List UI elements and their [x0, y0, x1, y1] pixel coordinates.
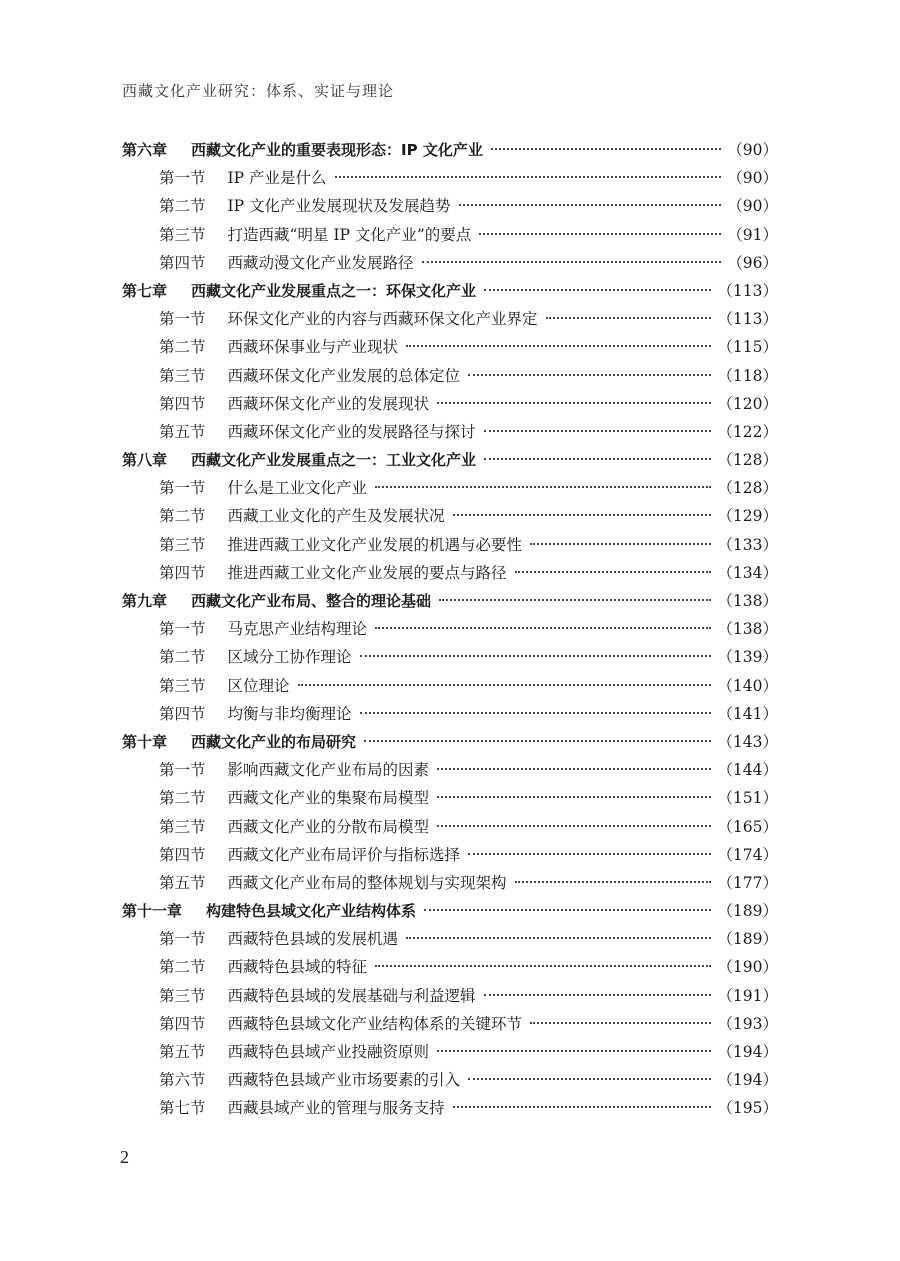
section-number: 第一节 [159, 479, 206, 498]
dot-leader [375, 965, 711, 967]
toc-section-entry[interactable] [122, 927, 778, 955]
section-title: 马克思产业结构理论 [227, 620, 368, 639]
toc-chapter-entry[interactable] [122, 730, 778, 758]
section-title: 西藏环保文化产业的发展路径与探讨 [227, 422, 476, 441]
section-title: IP 产业是什么 [227, 169, 327, 188]
page-reference: （177） [717, 873, 778, 892]
dot-leader [437, 402, 711, 404]
section-number: 第四节 [159, 845, 206, 864]
toc-section-entry[interactable] [122, 674, 778, 702]
page-reference: （129） [717, 507, 778, 526]
section-number: 第一节 [159, 310, 206, 329]
section-title: 西藏动漫文化产业发展路径 [227, 253, 414, 272]
section-number: 第二节 [159, 648, 206, 667]
toc-section-entry[interactable] [122, 617, 778, 645]
page-reference: （143） [717, 732, 778, 751]
dot-leader [484, 994, 712, 996]
page-reference: （194） [717, 1043, 778, 1061]
chapter-title: 西藏文化产业发展重点之一：工业文化产业 [191, 451, 477, 470]
dot-leader [546, 317, 712, 319]
section-title: 影响西藏文化产业布局的因素 [227, 761, 430, 780]
toc-section-entry[interactable] [122, 194, 778, 222]
toc-section-entry[interactable] [122, 955, 778, 983]
section-number: 第四节 [159, 394, 206, 413]
toc-section-entry[interactable] [122, 533, 778, 561]
dot-leader [437, 768, 711, 770]
dot-leader [479, 233, 721, 235]
section-title: 西藏特色县域的发展机遇 [227, 930, 399, 949]
section-title: 西藏文化产业的集聚布局模型 [227, 789, 430, 808]
toc-section-entry[interactable] [122, 984, 778, 1012]
section-title: 西藏特色县域的发展基础与利益逻辑 [227, 986, 476, 1005]
section-title: 西藏特色县域产业市场要素的引入 [227, 1071, 461, 1090]
section-title: 推进西藏工业文化产业发展的机遇与必要性 [227, 535, 523, 554]
section-number: 第五节 [159, 873, 206, 892]
toc-chapter-entry[interactable] [122, 899, 778, 927]
dot-leader [437, 796, 711, 798]
toc-chapter-entry[interactable] [122, 589, 778, 617]
section-number: 第三节 [159, 676, 206, 695]
page-number: 2 [120, 1147, 129, 1167]
section-number: 第四节 [159, 1014, 206, 1033]
page-reference: （141） [717, 704, 778, 723]
section-title: 西藏特色县域文化产业结构体系的关键环节 [227, 1014, 523, 1033]
page-reference: （90） [727, 169, 778, 188]
chapter-number: 第六章 [122, 141, 168, 159]
page-reference: （133） [717, 535, 778, 554]
section-number: 第三节 [159, 225, 206, 244]
page-reference: （189） [717, 902, 778, 921]
toc-section-entry[interactable] [122, 758, 778, 786]
page-reference: （194） [717, 1071, 778, 1090]
section-number: 第二节 [159, 338, 206, 357]
section-title: IP 文化产业发展现状及发展趋势 [227, 197, 451, 216]
dot-leader [360, 712, 712, 714]
toc-chapter-entry[interactable] [122, 279, 778, 307]
dot-leader [484, 430, 712, 432]
chapter-title: 西藏文化产业布局、整合的理论基础 [191, 592, 432, 610]
toc-section-entry[interactable] [122, 815, 778, 843]
section-number: 第三节 [159, 817, 206, 836]
page-reference: （138） [717, 592, 778, 610]
dot-leader [468, 853, 711, 855]
section-title: 推进西藏工业文化产业发展的要点与路径 [227, 563, 507, 582]
section-number: 第三节 [159, 535, 206, 554]
page-reference: （128） [717, 479, 778, 498]
toc-section-entry[interactable] [122, 364, 778, 392]
section-number: 第二节 [159, 958, 206, 977]
section-number: 第七节 [159, 1099, 206, 1118]
chapter-title: 构建特色县域文化产业结构体系 [206, 902, 417, 921]
section-number: 第四节 [159, 704, 206, 723]
section-title: 西藏文化产业布局的整体规划与实现架构 [227, 873, 507, 892]
dot-leader [406, 345, 711, 347]
section-number: 第六节 [159, 1071, 206, 1090]
section-title: 均衡与非均衡理论 [227, 704, 352, 723]
section-number: 第三节 [159, 986, 206, 1005]
section-number: 第二节 [159, 197, 206, 216]
dot-leader [360, 655, 712, 657]
toc-section-entry[interactable] [122, 476, 778, 504]
section-title: 西藏县域产业的管理与服务支持 [227, 1099, 445, 1118]
page-reference: （113） [717, 310, 778, 329]
toc-chapter-entry[interactable] [122, 448, 778, 476]
section-title: 区位理论 [227, 676, 290, 695]
toc-section-entry[interactable] [122, 871, 778, 899]
section-title: 环保文化产业的内容与西藏环保文化产业界定 [227, 310, 538, 329]
chapter-title: 西藏文化产业发展重点之一：环保文化产业 [191, 281, 477, 300]
chapter-number: 第十一章 [122, 902, 183, 921]
section-number: 第一节 [159, 169, 206, 188]
page-reference: （128） [717, 451, 778, 470]
page-reference: （90） [727, 197, 778, 216]
toc-section-entry[interactable] [122, 504, 778, 532]
section-title: 西藏工业文化的产生及发展状况 [227, 507, 445, 526]
toc-section-entry[interactable] [122, 786, 778, 814]
page-reference: （134） [717, 563, 778, 582]
dot-leader [484, 289, 711, 291]
page-reference: （115） [717, 338, 778, 357]
section-title: 西藏文化产业布局评价与指标选择 [227, 845, 461, 864]
toc-chapter-entry[interactable] [122, 138, 778, 166]
chapter-title: 西藏文化产业的重要表现形态：IP 文化产业 [191, 141, 483, 159]
toc-section-entry[interactable] [122, 420, 778, 448]
dot-leader [437, 825, 711, 827]
dot-leader [515, 571, 712, 573]
section-title: 西藏特色县域的特征 [227, 958, 368, 977]
chapter-number: 第九章 [122, 592, 168, 610]
page-reference: （151） [717, 789, 778, 808]
section-number: 第五节 [159, 422, 206, 441]
section-title: 区域分工协作理论 [227, 648, 352, 667]
section-title: 打造西藏“明星 IP 文化产业”的要点 [227, 225, 472, 244]
chapter-number: 第七章 [122, 281, 168, 300]
section-title: 什么是工业文化产业 [227, 479, 368, 498]
dot-leader [468, 374, 711, 376]
dot-leader [530, 543, 711, 545]
dot-leader [364, 740, 711, 742]
running-header: 西藏文化产业研究：体系、实证与理论 [122, 82, 395, 100]
page-reference: （96） [727, 253, 778, 272]
section-title: 西藏环保文化产业发展的总体定位 [227, 366, 461, 385]
chapter-number: 第十章 [122, 732, 168, 751]
page-reference: （113） [717, 281, 778, 300]
toc-section-entry[interactable] [122, 1068, 778, 1096]
toc-section-entry[interactable] [122, 702, 778, 730]
page-reference: （193） [717, 1014, 778, 1033]
toc-section-entry[interactable] [122, 645, 778, 673]
section-number: 第一节 [159, 761, 206, 780]
page-reference: （138） [717, 620, 778, 639]
page-reference: （191） [717, 986, 778, 1005]
dot-leader [484, 458, 711, 460]
section-number: 第二节 [159, 507, 206, 526]
section-title: 西藏文化产业的分散布局模型 [227, 817, 430, 836]
dot-leader [335, 176, 722, 178]
page-reference: （91） [727, 225, 778, 244]
dot-leader [453, 514, 712, 516]
dot-leader [298, 684, 712, 686]
dot-leader [530, 1022, 711, 1024]
dot-leader [375, 486, 711, 488]
dot-leader [406, 937, 711, 939]
section-title: 西藏环保事业与产业现状 [227, 338, 399, 357]
toc-section-entry[interactable] [122, 166, 778, 194]
section-number: 第一节 [159, 620, 206, 639]
toc-section-entry[interactable] [122, 1096, 778, 1124]
section-number: 第三节 [159, 366, 206, 385]
dot-leader [491, 148, 721, 150]
dot-leader [375, 627, 711, 629]
page-reference: （195） [717, 1099, 778, 1118]
toc-section-entry[interactable] [122, 1040, 778, 1068]
page-reference: （165） [717, 817, 778, 836]
toc-section-entry[interactable] [122, 251, 778, 279]
page-reference: （122） [717, 422, 778, 441]
page-reference: （118） [717, 366, 778, 385]
dot-leader [515, 881, 712, 883]
section-number: 第四节 [159, 563, 206, 582]
page-reference: （144） [717, 761, 778, 780]
table-of-contents [122, 138, 778, 1125]
dot-leader [459, 204, 722, 206]
toc-section-entry[interactable] [122, 223, 778, 251]
dot-leader [424, 909, 711, 911]
page-reference: （140） [717, 676, 778, 695]
section-number: 第一节 [159, 930, 206, 949]
page-reference: （174） [717, 845, 778, 864]
section-number: 第四节 [159, 253, 206, 272]
toc-section-entry[interactable] [122, 561, 778, 589]
section-title: 西藏环保文化产业的发展现状 [227, 394, 430, 413]
section-title: 西藏特色县域产业投融资原则 [227, 1043, 430, 1061]
chapter-title: 西藏文化产业的布局研究 [191, 732, 357, 751]
toc-section-entry[interactable] [122, 307, 778, 335]
dot-leader [453, 1106, 712, 1108]
toc-section-entry[interactable] [122, 392, 778, 420]
toc-section-entry[interactable] [122, 843, 778, 871]
dot-leader [468, 1078, 711, 1080]
page-reference: （120） [717, 394, 778, 413]
dot-leader [437, 1050, 711, 1052]
toc-section-entry[interactable] [122, 1012, 778, 1040]
section-number: 第二节 [159, 789, 206, 808]
toc-section-entry[interactable] [122, 335, 778, 363]
dot-leader [422, 261, 722, 263]
page-reference: （139） [717, 648, 778, 667]
section-number: 第五节 [159, 1043, 206, 1061]
page-reference: （90） [727, 141, 778, 159]
page-reference: （189） [717, 930, 778, 949]
dot-leader [439, 599, 711, 601]
chapter-number: 第八章 [122, 451, 168, 470]
page-reference: （190） [717, 958, 778, 977]
